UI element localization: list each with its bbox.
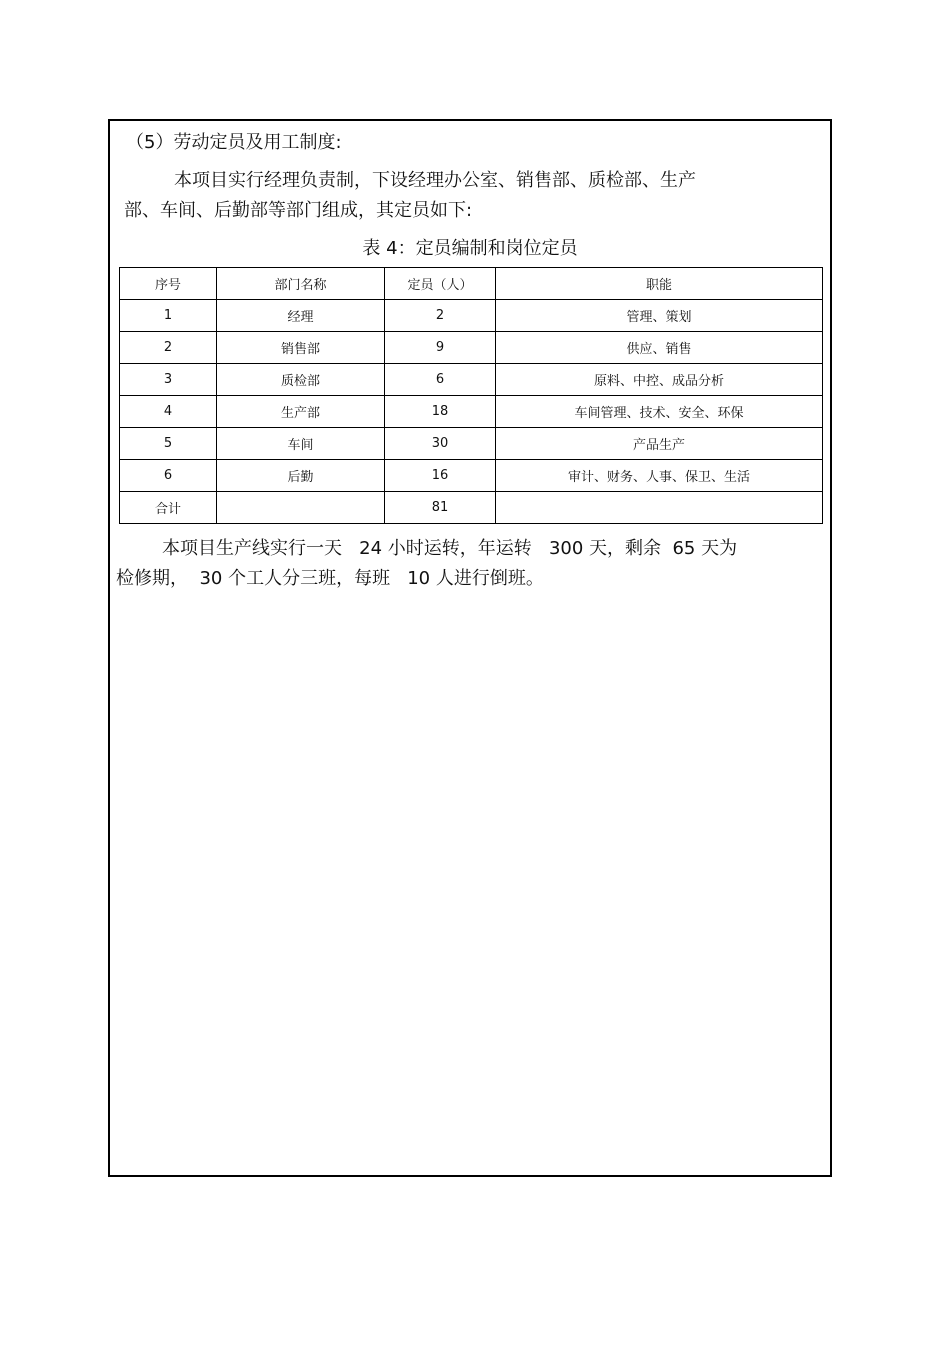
cell-function — [496, 492, 823, 524]
cell-department: 经理 — [217, 300, 385, 332]
table-header-row — [120, 268, 823, 300]
cell-function: 车间管理、技术、安全、环保 — [496, 396, 823, 428]
table-row — [120, 332, 823, 364]
cell-department — [217, 492, 385, 524]
header-cell-function: 职能 — [496, 268, 823, 300]
document-frame — [108, 119, 832, 1177]
cell-headcount: 6 — [385, 364, 496, 396]
staffing-table — [119, 267, 823, 524]
section-heading: （5）劳动定员及用工制度: — [126, 132, 342, 153]
header-cell-department: 部门名称 — [217, 268, 385, 300]
cell-total-label: 合计 — [120, 492, 217, 524]
table-row — [120, 364, 823, 396]
cell-index: 2 — [120, 332, 217, 364]
cell-function: 产品生产 — [496, 428, 823, 460]
cell-department: 后勤 — [217, 460, 385, 492]
table-caption: 表 4：定员编制和岗位定员 — [362, 238, 578, 259]
cell-index: 3 — [120, 364, 217, 396]
table-row — [120, 428, 823, 460]
cell-department: 车间 — [217, 428, 385, 460]
header-cell-headcount: 定员（人） — [385, 268, 496, 300]
cell-total-headcount: 81 — [385, 492, 496, 524]
cell-headcount: 2 — [385, 300, 496, 332]
cell-headcount: 16 — [385, 460, 496, 492]
cell-function: 供应、销售 — [496, 332, 823, 364]
cell-department: 质检部 — [217, 364, 385, 396]
table-row — [120, 396, 823, 428]
cell-headcount: 30 — [385, 428, 496, 460]
cell-function: 原料、中控、成品分析 — [496, 364, 823, 396]
cell-index: 5 — [120, 428, 217, 460]
intro-line-1: 本项目实行经理负责制，下设经理办公室、销售部、质检部、生产 — [174, 170, 696, 191]
cell-index: 1 — [120, 300, 217, 332]
cell-department: 销售部 — [217, 332, 385, 364]
intro-line-2: 部、车间、后勤部等部门组成，其定员如下: — [124, 200, 473, 221]
cell-index: 4 — [120, 396, 217, 428]
cell-function: 管理、策划 — [496, 300, 823, 332]
cell-department: 生产部 — [217, 396, 385, 428]
operation-line-2: 检修期， 30 个工人分三班，每班 10 人进行倒班。 — [116, 568, 544, 589]
operation-line-1: 本项目生产线实行一天 24 小时运转，年运转 300 天，剩余 65 天为 — [162, 538, 738, 559]
table-row — [120, 460, 823, 492]
table-row — [120, 300, 823, 332]
cell-function: 审计、财务、人事、保卫、生活 — [496, 460, 823, 492]
cell-index: 6 — [120, 460, 217, 492]
cell-headcount: 9 — [385, 332, 496, 364]
table-total-row — [120, 492, 823, 524]
header-cell-index: 序号 — [120, 268, 217, 300]
cell-headcount: 18 — [385, 396, 496, 428]
